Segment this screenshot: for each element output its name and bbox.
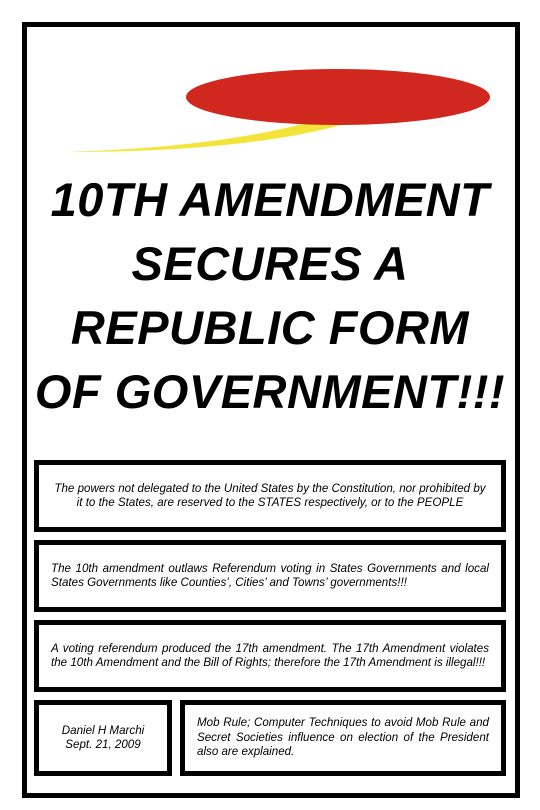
seventeenth-amendment-text: A voting referendum produced the 17th amendment. The 17th Amendment violates the 10th Amendment and the Bill of Rights; therefore the 17th Amendment is illegal!!! — [51, 641, 489, 669]
author-name: Daniel H Marchi — [61, 723, 145, 737]
seventeenth-amendment-box — [34, 620, 506, 692]
referendum-text: The 10th amendment outlaws Referendum voting in States Governments and local States Governments like Counties’, Cities’ and Towns’ governments!!! — [51, 561, 489, 589]
constitution-quote-text: The powers not delegated to the United States by the Constitution, nor prohibited by it to the States, are reserved to the STATES respectively, or to the PEOPLE — [54, 481, 486, 509]
referendum-box — [34, 540, 506, 612]
title-line: SECURES A — [131, 237, 409, 290]
mob-rule-box — [180, 700, 506, 776]
title-line: 10TH AMENDMENT — [50, 173, 490, 226]
poster-title — [30, 168, 510, 424]
constitution-quote-box — [34, 460, 506, 532]
red-ellipse — [186, 69, 490, 125]
title-line: REPUBLIC FORM — [70, 301, 470, 354]
ellipse-swoosh-logo — [0, 0, 540, 170]
title-line: OF GOVERNMENT!!! — [34, 365, 506, 418]
author-box — [34, 700, 172, 776]
author-date: Sept. 21, 2009 — [65, 738, 141, 751]
mob-rule-text: Mob Rule; Computer Techniques to avoid Mob Rule and Secret Societies influence on election of the President also are explained. — [197, 716, 489, 759]
